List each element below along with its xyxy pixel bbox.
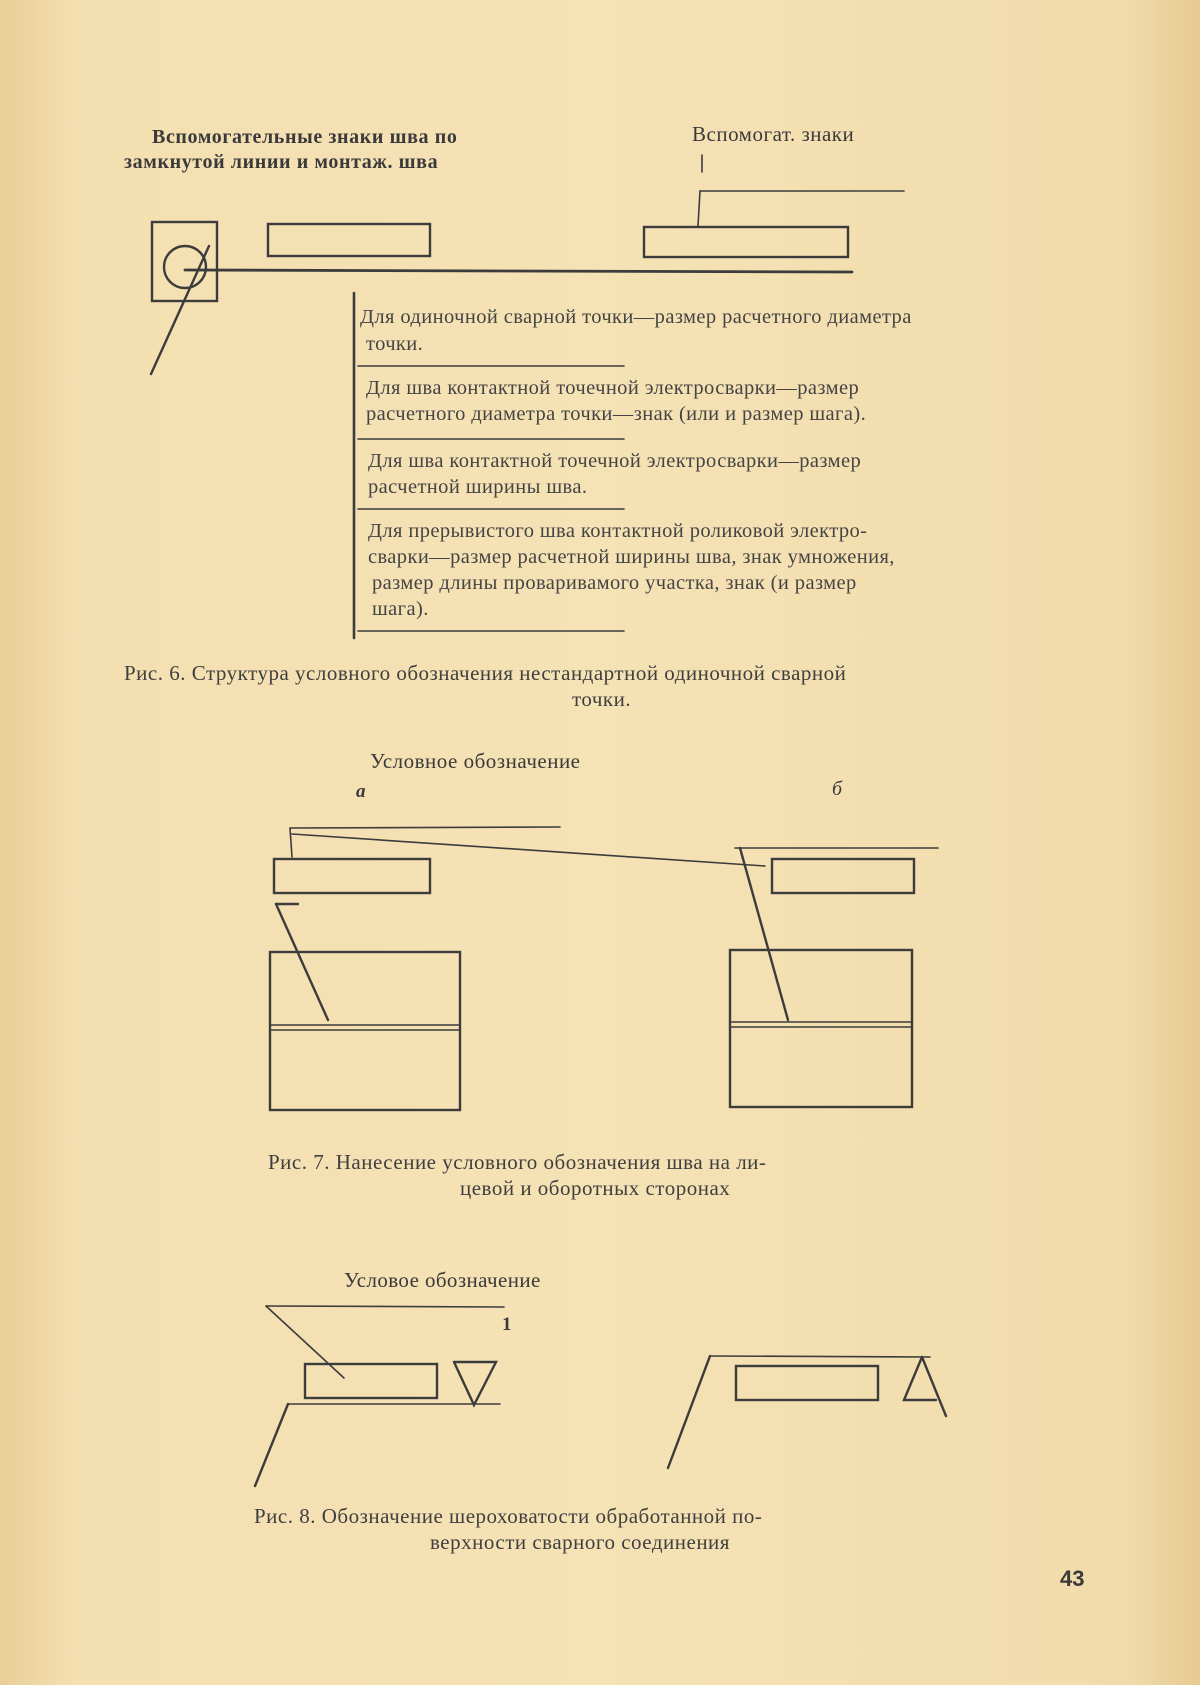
fig7-caption-line2: цевой и оборотных сторонах [460,1176,731,1200]
fig6-item-3-line1: Для шва контактной точечной электросварки—размер [368,450,862,472]
fig6-aux-signs-label-line1: Вспомогательные знаки шва по [152,126,458,148]
fig6-item-4-line2: сварки—размер расчетной ширины шва, знак умножения, [368,546,895,568]
fig6-weld-symbol [151,155,904,638]
fig6-item-3-line2: расчетной ширины шва. [368,476,588,498]
fig6-item-1-line2: точки. [366,333,424,355]
fig8-drawing-left [255,1306,504,1486]
fig6-item-4-line4: шага). [372,598,429,620]
fig6-item-4-line3: размер длины проваривамого участка, знак (и размер [372,572,857,594]
page-number: 43 [1060,1566,1085,1591]
fig7-caption-line1: Рис. 7. Нанесение условного обозначения шва на ли- [268,1150,767,1174]
fig7-drawing-a [270,827,560,1110]
fig6-caption-line2: точки. [572,687,632,711]
fig6-item-4-line1: Для прерывистого шва контактной роликовой электро- [368,520,868,542]
fig6-aux-signs-label-line2: замкнутой линии и монтаж. шва [124,151,439,173]
fig8-label: Условое обозначение [344,1268,541,1292]
fig8-caption-line1: Рис. 8. Обозначение шероховатости обработанной по- [254,1504,763,1528]
fig8-drawing-right [668,1356,946,1468]
fig8-caption-line2: верхности сварного соединения [430,1530,730,1554]
fig8-number-label: 1 [502,1314,512,1335]
fig6-item-2-line2: расчетного диаметра точки—знак (или и размер шага). [366,403,867,425]
fig6-item-1-line1: Для одиночной сварной точки—размер расчетного диаметра [360,306,912,328]
fig7-drawing-b [292,834,938,1107]
fig7-label: Условное обозначение [370,749,581,773]
fig7-sub-b: б [832,778,843,800]
fig6-caption-line1: Рис. 6. Структура условного обозначения нестандартной одиночной сварной [124,661,847,685]
fig7-sub-a: а [356,781,366,802]
fig6-item-2-line1: Для шва контактной точечной электросварки—размер [366,377,860,399]
fig6-aux-signs-right-label: Вспомогат. знаки [692,122,855,146]
